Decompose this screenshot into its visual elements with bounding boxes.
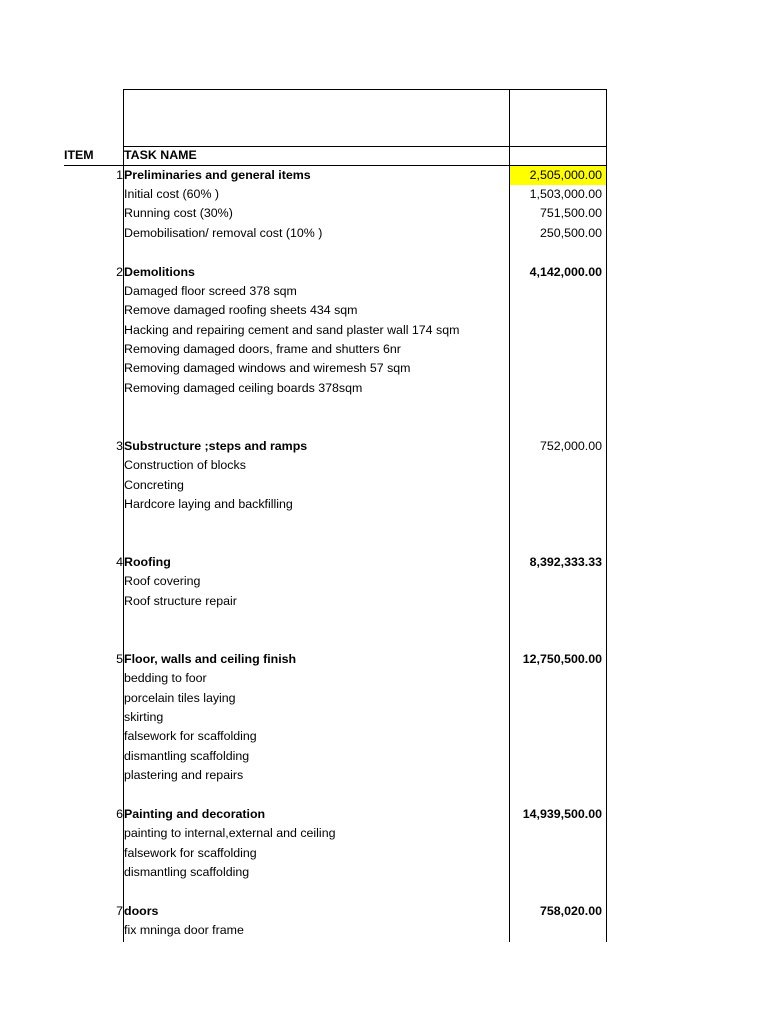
item-number: 3 (116, 439, 123, 453)
section-amount: 4,142,000.00 (529, 265, 602, 279)
amount-column-right-border (606, 89, 607, 942)
task-amount: 1,503,000.00 (529, 187, 602, 201)
section-amount: 758,020.00 (539, 904, 602, 918)
task-row: dismantling scaffolding (124, 749, 250, 763)
task-row: dismantling scaffolding (124, 865, 250, 879)
task-row: Initial cost (60% ) (124, 187, 220, 201)
task-row: Hardcore laying and backfilling (124, 497, 293, 511)
item-number: 5 (116, 652, 123, 666)
task-row: Hacking and repairing cement and sand plaster wall 174 sqm (124, 323, 460, 337)
task-row: painting to internal,external and ceiling (124, 826, 336, 840)
section-amount-highlighted: 2,505,000.00 (510, 166, 606, 185)
task-row: Removing damaged windows and wiremesh 57 sqm (124, 361, 411, 375)
item-column-header: ITEM (64, 148, 94, 162)
task-row: fix mninga door frame (124, 923, 244, 937)
section-title: Roofing (124, 555, 171, 569)
task-row: Roof structure repair (124, 594, 237, 608)
section-title: Substructure ;steps and ramps (124, 439, 308, 453)
task-row: Removing damaged ceiling boards 378sqm (124, 381, 363, 395)
task-row: Removing damaged doors, frame and shutters 6nr (124, 342, 401, 356)
task-row: Running cost (30%) (124, 206, 233, 220)
task-row: Concreting (124, 478, 184, 492)
task-row: Demobilisation/ removal cost (10% ) (124, 226, 323, 240)
task-amount: 250,500.00 (539, 226, 602, 240)
section-title: Floor, walls and ceiling finish (124, 652, 297, 666)
task-name-column-header: TASK NAME (124, 148, 197, 162)
section-title: Painting and decoration (124, 807, 266, 821)
section-amount: 8,392,333.33 (529, 555, 602, 569)
task-row: Damaged floor screed 378 sqm (124, 284, 297, 298)
top-border-line (123, 89, 607, 90)
item-number: 6 (116, 807, 123, 821)
section-amount: 14,939,500.00 (522, 807, 602, 821)
task-row: plastering and repairs (124, 768, 244, 782)
item-number: 4 (116, 555, 123, 569)
section-amount: 12,750,500.00 (522, 652, 602, 666)
section-title: Demolitions (124, 265, 195, 279)
task-row: Remove damaged roofing sheets 434 sqm (124, 303, 358, 317)
task-row: Construction of blocks (124, 458, 246, 472)
task-amount: 751,500.00 (539, 206, 602, 220)
task-row: falsework for scaffolding (124, 729, 257, 743)
task-row: porcelain tiles laying (124, 691, 236, 705)
item-number: 7 (116, 904, 123, 918)
item-number: 2 (116, 265, 123, 279)
section-title: doors (124, 904, 159, 918)
task-row: falsework for scaffolding (124, 846, 257, 860)
section-title: Preliminaries and general items (124, 168, 311, 182)
section-amount: 752,000.00 (539, 439, 602, 453)
task-row: skirting (124, 710, 164, 724)
task-row: bedding to foor (124, 671, 207, 685)
task-row: Roof covering (124, 574, 201, 588)
item-number: 1 (116, 168, 123, 182)
